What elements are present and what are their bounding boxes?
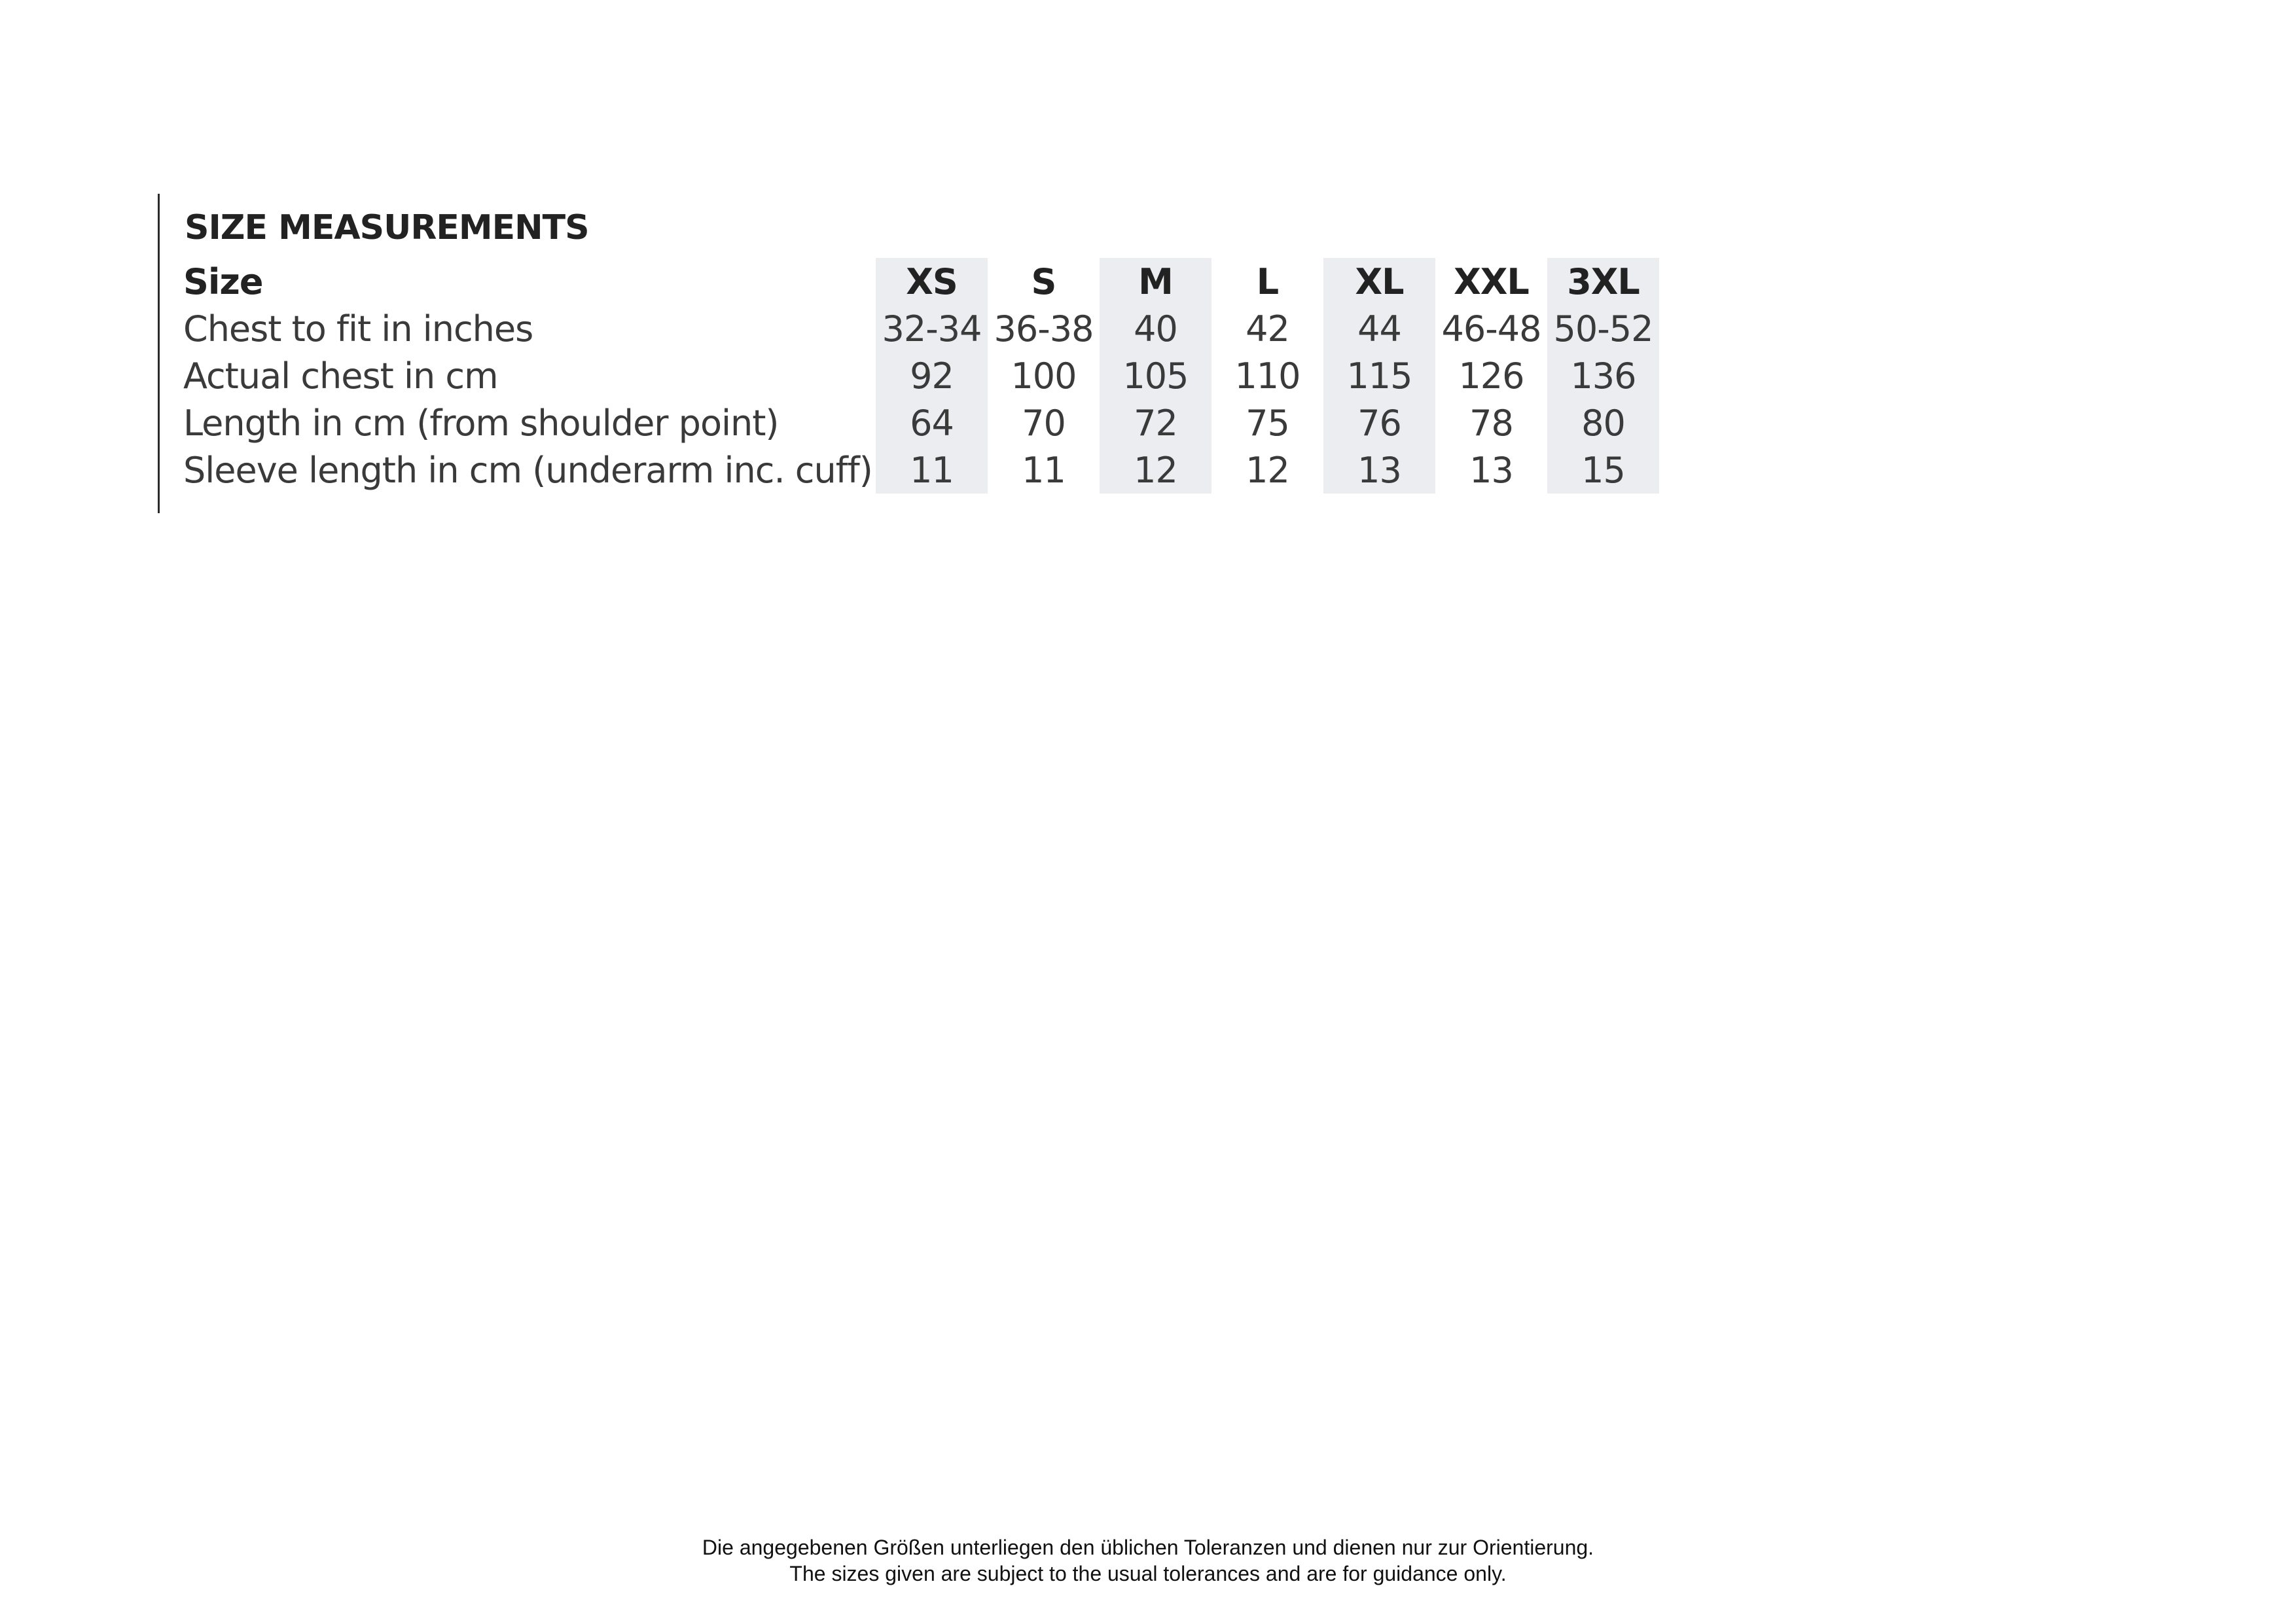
table-cell: 40 [1100,305,1211,352]
footer-note-english: The sizes given are subject to the usual tolerances and are for guidance only. [789,1562,1507,1585]
table-cell: 110 [1234,355,1300,397]
table-cell: 36-38 [994,308,1094,350]
size-column-header: XL [1323,258,1435,305]
table-cell: 72 [1100,399,1211,446]
table-cell: 42 [1246,308,1289,350]
table-row [183,305,1659,352]
size-column-header: L [1256,261,1279,302]
footer-note-german: Die angegebenen Größen unterliegen den üblichen Toleranzen und dienen nur zur Orientierung. [702,1536,1594,1559]
size-measurements-table [183,258,1659,494]
table-cell: 12 [1100,446,1211,494]
size-column-header: M [1100,258,1211,305]
table-cell: 13 [1469,449,1513,491]
row-label: Chest to fit in inches [183,308,533,350]
table-cell: 32-34 [876,305,988,352]
table-cell: 64 [876,399,988,446]
table-cell: 105 [1100,352,1211,399]
table-cell: 13 [1323,446,1435,494]
size-column-header: XXL [1454,261,1529,302]
table-cell: 44 [1323,305,1435,352]
row-label: Length in cm (from shoulder point) [183,402,779,444]
table-cell: 11 [1022,449,1066,491]
table-cell: 115 [1323,352,1435,399]
table-cell: 15 [1547,446,1659,494]
left-vertical-rule [158,194,160,513]
table-cell: 80 [1547,399,1659,446]
table-cell: 46-48 [1441,308,1541,350]
row-label: Sleeve length in cm (underarm inc. cuff) [183,449,872,491]
size-column-header: 3XL [1547,258,1659,305]
table-header-row [183,258,1659,305]
size-header-label: Size [183,261,263,302]
table-cell: 11 [876,446,988,494]
table-row [183,399,1659,446]
page-title: SIZE MEASUREMENTS [185,208,589,247]
table-cell: 78 [1469,402,1513,444]
table-cell: 75 [1246,402,1289,444]
table-row [183,352,1659,399]
table-cell: 50-52 [1547,305,1659,352]
row-label: Actual chest in cm [183,355,498,397]
table-cell: 70 [1022,402,1066,444]
table-cell: 136 [1547,352,1659,399]
table-cell: 100 [1011,355,1077,397]
size-column-header: S [1031,261,1056,302]
table-cell: 12 [1246,449,1289,491]
table-cell: 76 [1323,399,1435,446]
table-row [183,446,1659,494]
size-column-header: XS [876,258,988,305]
table-cell: 92 [876,352,988,399]
table-cell: 126 [1458,355,1524,397]
